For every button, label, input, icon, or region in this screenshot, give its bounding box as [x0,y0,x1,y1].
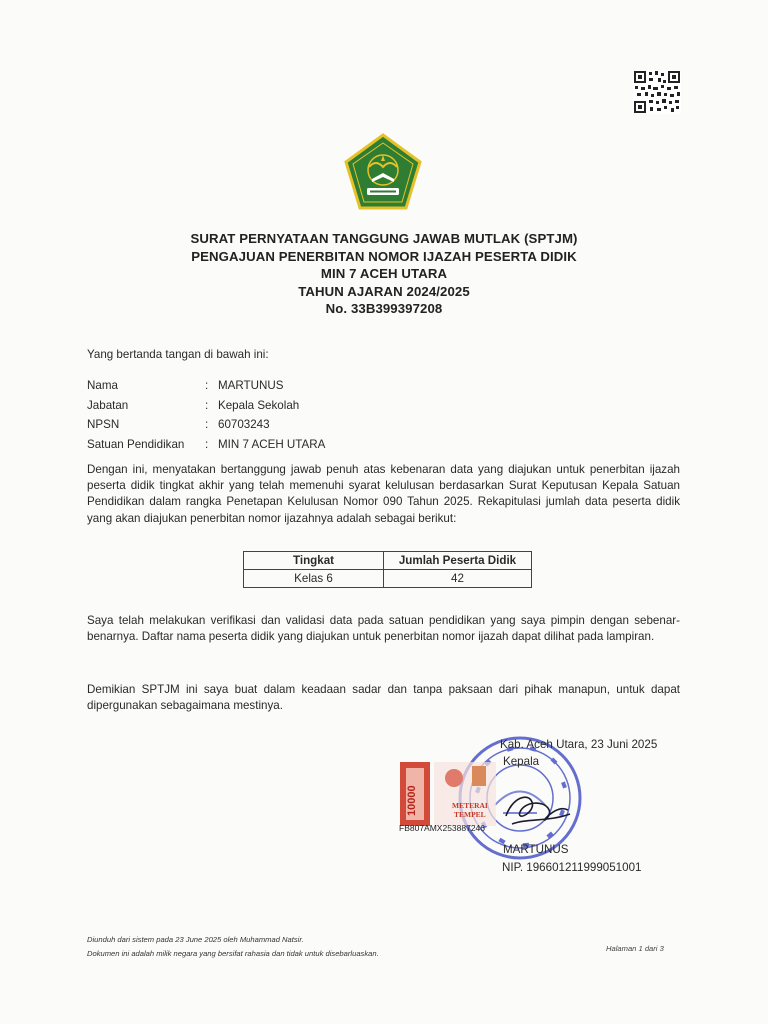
signature-place-date: Kab. Aceh Utara, 23 Juni 2025 [500,738,658,751]
title-line-1: SURAT PERNYATAAN TANGGUNG JAWAB MUTLAK (SPTJM) [190,231,578,246]
signatory-name: MARTUNUS [503,843,569,856]
table-header-row [244,552,532,570]
meterai-label-bottom: TEMPEL [454,810,486,819]
footer-confidential-line: Dokumen ini adalah milik negara yang bersifat rahasia dan tidak untuk disebarluaskan. [87,949,379,958]
verification-paragraph: Saya telah melakukan verifikasi dan validasi data pada satuan pendidikan yang saya pimpin dengan sebenar-benarnya. Daftar nama peserta didik yang diajukan untuk penerbitan nomor ijazah dapat dilihat pada lampiran. [87,614,680,644]
signature-role: Kepala [503,755,540,768]
table-header-count: Jumlah Peserta Didik [384,552,532,570]
recap-table [243,551,532,588]
meterai-code: FB807AMX253887246 [399,823,486,833]
identity-value: Kepala Sekolah [218,398,300,412]
identity-block [87,376,325,454]
identity-label: Jabatan [87,398,129,412]
identity-colon: : [205,418,209,431]
meterai-value: 10000 [406,785,418,816]
table-cell-count: 42 [384,570,532,588]
document-number: No. 33B399397208 [325,301,443,317]
statement-paragraph: Dengan ini, menyatakan bertanggung jawab penuh atas kebenaran data yang diajukan untuk penerbitan ijazah peserta didik tingkat akhir yang telah memenuhi syarat kelulusan berdasarkan Surat Keputusan Kepala Satuan Pendidikan dalam rangka Penetapan Kelulusan Nomor 090 Tahun 2025. Rekapitulasi jumlah data peserta didik yang akan diajukan penerbitan nomor ijazahnya adalah sebagai berikut: [87,463,680,525]
ministry-emblem-icon [343,133,423,211]
closing-paragraph: Demikian SPTJM ini saya buat dalam keadaan sadar dan tanpa paksaan dari pihak manapun, untuk dapat dipergunakan sebagaimana mestinya. [87,683,680,713]
table-cell-level: Kelas 6 [244,570,384,588]
qr-code-icon [633,70,681,114]
identity-value: MARTUNUS [218,379,284,392]
identity-colon: : [205,437,209,451]
signature-icon [498,778,578,838]
footer-note [87,933,379,961]
identity-label: Nama [87,379,118,392]
identity-row-position [87,396,325,416]
identity-row-school [87,435,325,455]
identity-row-npsn [87,415,325,435]
signatory-nip: NIP. 196601211999051001 [502,861,642,874]
footer-download-line: Diunduh dari sistem pada 23 June 2025 oleh Muhammad Natsir. [87,935,304,944]
identity-label: Satuan Pendidikan [87,437,185,451]
identity-label: NPSN [87,418,120,431]
document-title [0,230,768,318]
identity-colon: : [205,379,209,392]
identity-row-name [87,376,325,396]
title-line-4: TAHUN AJARAN 2024/2025 [298,283,470,299]
table-row [244,570,532,588]
title-line-2: PENGAJUAN PENERBITAN NOMOR IJAZAH PESERTA DIDIK [191,248,577,264]
identity-value: MIN 7 ACEH UTARA [218,437,326,451]
identity-colon: : [205,398,209,412]
identity-value: 60703243 [218,418,270,431]
title-line-3: MIN 7 ACEH UTARA [320,266,448,282]
table-header-level: Tingkat [244,552,384,570]
page-number: Halaman 1 dari 3 [606,944,664,953]
meterai-label-top: METERAI [452,801,488,810]
intro-text: Yang bertanda tangan di bawah ini: [87,348,269,361]
